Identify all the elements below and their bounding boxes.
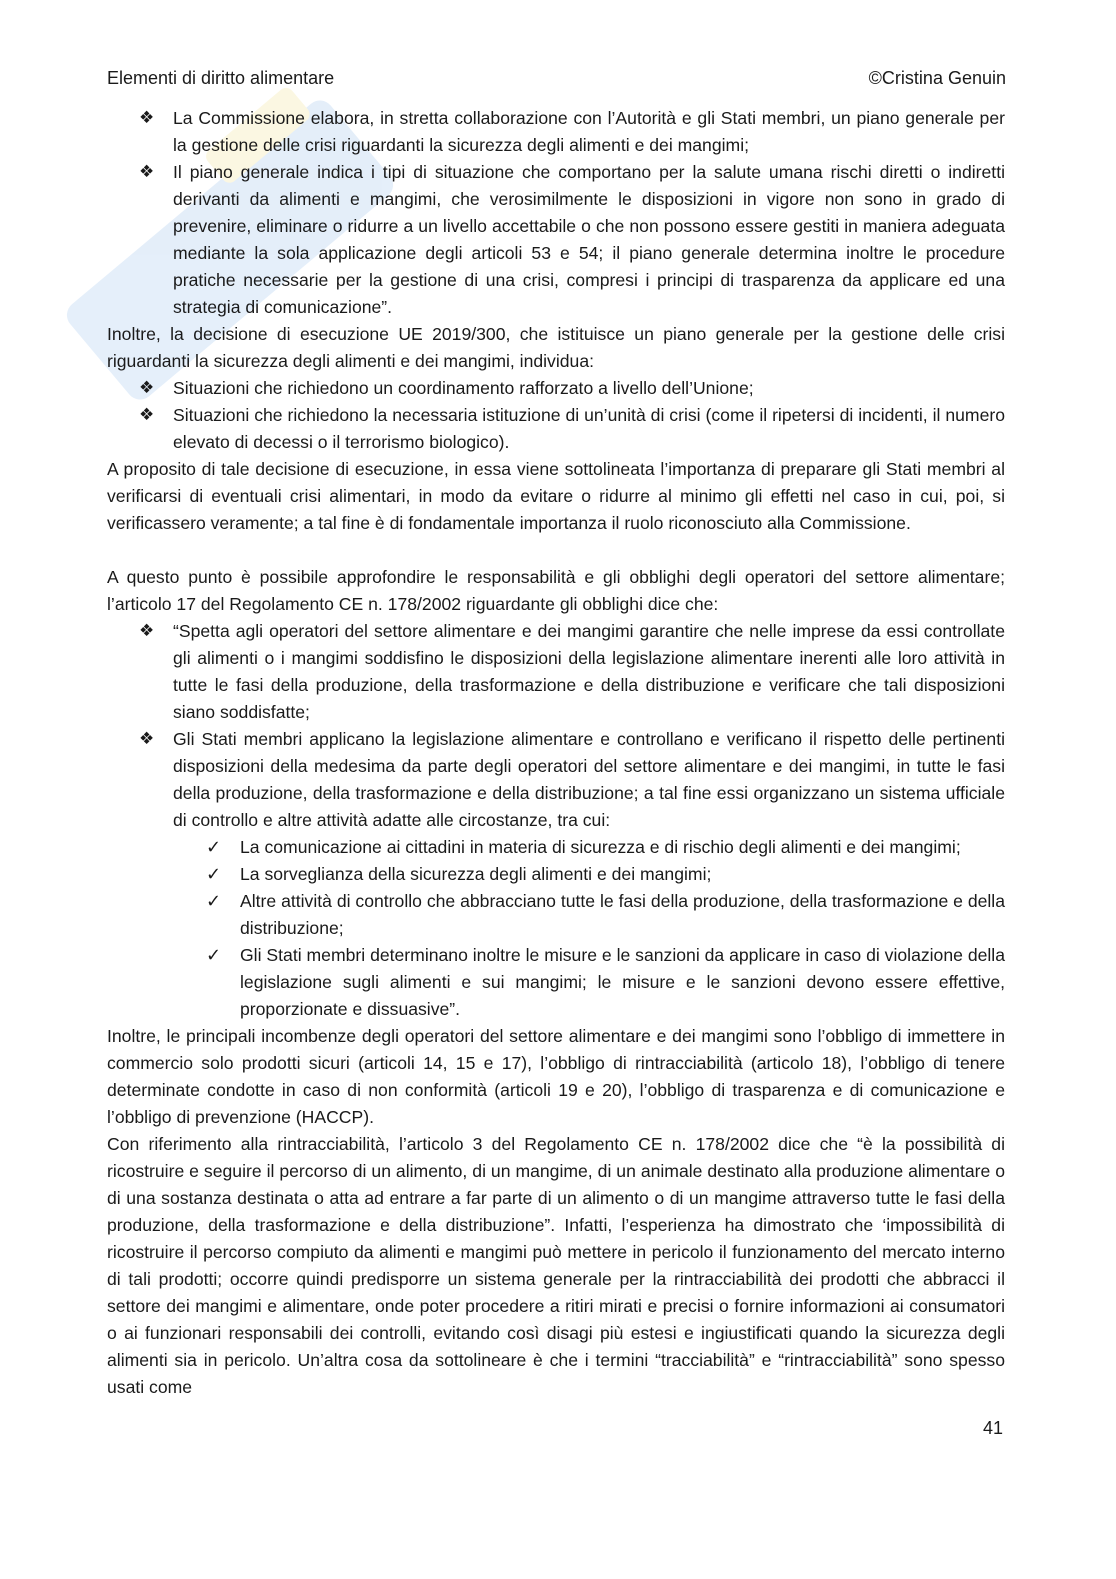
check-item: ✓ La comunicazione ai cittadini in materia di sicurezza e di rischio degli alimenti e dei mangimi; — [240, 834, 1005, 861]
bullet-list-situations — [107, 375, 1005, 456]
check-item: ✓ Altre attività di controllo che abbracciano tutte le fasi della produzione, della trasformazione e della distribuzione; — [240, 888, 1005, 942]
list-item: ❖ La Commissione elabora, in stretta collaborazione con l’Autorità e gli Stati membri, un piano generale per la gestione delle crisi riguardanti la sicurezza degli alimenti e dei mangimi; — [173, 105, 1005, 159]
document-body — [107, 105, 1005, 1401]
bullet-list-article-17 — [107, 618, 1005, 1023]
list-item: ❖ “Spetta agli operatori del settore alimentare e dei mangimi garantire che nelle imprese da essi controllate gli alimenti o i mangimi soddisfino le disposizioni della legislazione alimentare inerenti alle loro attività in tutte le fasi della produzione, della trasformazione e della distribuzione e verificare che tali disposizioni siano soddisfatte; — [173, 618, 1005, 726]
page-header — [107, 66, 1006, 90]
paragraph-duties: Inoltre, le principali incombenze degli operatori del settore alimentare e dei mangimi sono l’obbligo di immettere in commercio solo prodotti sicuri (articoli 14, 15 e 17), l’obbligo di rintracciabilità (articolo 18), l’obbligo di tenere determinate condotte in caso di non conformità (articoli 19 e 20), l’obbligo di trasparenza e di comunicazione e l’obbligo di prevenzione (HACCP). — [107, 1026, 1005, 1127]
paragraph-gap — [107, 537, 1005, 564]
list-item — [173, 726, 1005, 1023]
list-item: ❖ Il piano generale indica i tipi di situazione che comportano per la salute umana rischi diretti o indiretti derivanti da alimenti e mangimi, che verosimilmente le disposizioni in vigore non sono in grado di prevenire, eliminare o ridurre a un livello accettabile o che non possono essere gestiti in maniera adeguata mediante la sola applicazione degli articoli 53 e 54; il piano generale determina inoltre le procedure pratiche necessarie per la gestione di una crisi, compresi i principi di trasparenza da applicare ed una strategia di comunicazione”. — [173, 159, 1005, 321]
list-item: ❖ Situazioni che richiedono la necessaria istituzione di un’unità di crisi (come il ripetersi di incidenti, il numero elevato di decessi o il terrorismo biologico). — [173, 402, 1005, 456]
list-item: ❖ Situazioni che richiedono un coordinamento rafforzato a livello dell’Unione; — [173, 375, 1005, 402]
list-item-text: Gli Stati membri applicano la legislazione alimentare e controllano e verificano il rispetto delle pertinenti disposizioni della medesima da parte degli operatori del settore alimentare e dei mangimi, in tutte le fasi della produzione, della trasformazione e della distribuzione; a tal fine essi organizzano un sistema ufficiale di controllo e altre attività adatte alle circostanze, tra cui: — [173, 729, 1005, 830]
paragraph-obligations: A questo punto è possibile approfondire le responsabilità e gli obblighi degli operatori del settore alimentare; l’articolo 17 del Regolamento CE n. 178/2002 riguardante gli obblighi dice che: — [107, 567, 1005, 614]
paragraph-preparation: A proposito di tale decisione di esecuzione, in essa viene sottolineata l’importanza di preparare gli Stati membri al verificarsi di eventuali crisi alimentari, in modo da evitare o ridurre al minimo gli effetti nel caso in cui, poi, si verificassero veramente; a tal fine è di fondamentale importanza il ruolo riconosciuto alla Commissione. — [107, 459, 1005, 533]
bullet-list-commission — [107, 105, 1005, 321]
check-item: ✓ Gli Stati membri determinano inoltre le misure e le sanzioni da applicare in caso di violazione della legislazione sugli alimenti e sui mangimi; le misure e le sanzioni devono essere effettive, proporzionate e dissuasive”. — [240, 942, 1005, 1023]
header-author: ©Cristina Genuin — [868, 68, 1006, 88]
checkmark-list — [173, 834, 1005, 1023]
paragraph-traceability: Con riferimento alla rintracciabilità, l’articolo 3 del Regolamento CE n. 178/2002 dice che “è la possibilità di ricostruire e seguire il percorso di un alimento, di un mangime, di un animale destinato alla produzione alimentare o di una sostanza destinata o atta ad entrare a far parte di un alimento o di un mangime attraverso tutte le fasi della produzione, della trasformazione e della distribuzione”. Infatti, l’esperienza ha dimostrato che ‘impossibilità di ricostruire il percorso compiuto da alimenti e mangimi può mettere in pericolo il funzionamento del mercato interno di tali prodotti; occorre quindi predisporre un sistema generale per la rintracciabilità dei prodotti che abbracci il settore dei mangimi e alimentare, onde poter procedere a ritiri mirati e precisi o fornire informazioni ai consumatori o ai funzionari responsabili dei controlli, evitando così disagi più estesi e ingiustificati quando la sicurezza degli alimenti sia in pericolo. Un’altra cosa da sottolineare è che i termini “tracciabilità” e “rintracciabilità” sono spesso usati come — [107, 1134, 1005, 1397]
check-item: ✓ La sorveglianza della sicurezza degli alimenti e dei mangimi; — [240, 861, 1005, 888]
page-number: 41 — [982, 1418, 1003, 1438]
paragraph-decision: Inoltre, la decisione di esecuzione UE 2019/300, che istituisce un piano generale per la gestione delle crisi riguardanti la sicurezza degli alimenti e dei mangimi, individua: — [107, 324, 1005, 371]
header-title: Elementi di diritto alimentare — [107, 68, 335, 88]
